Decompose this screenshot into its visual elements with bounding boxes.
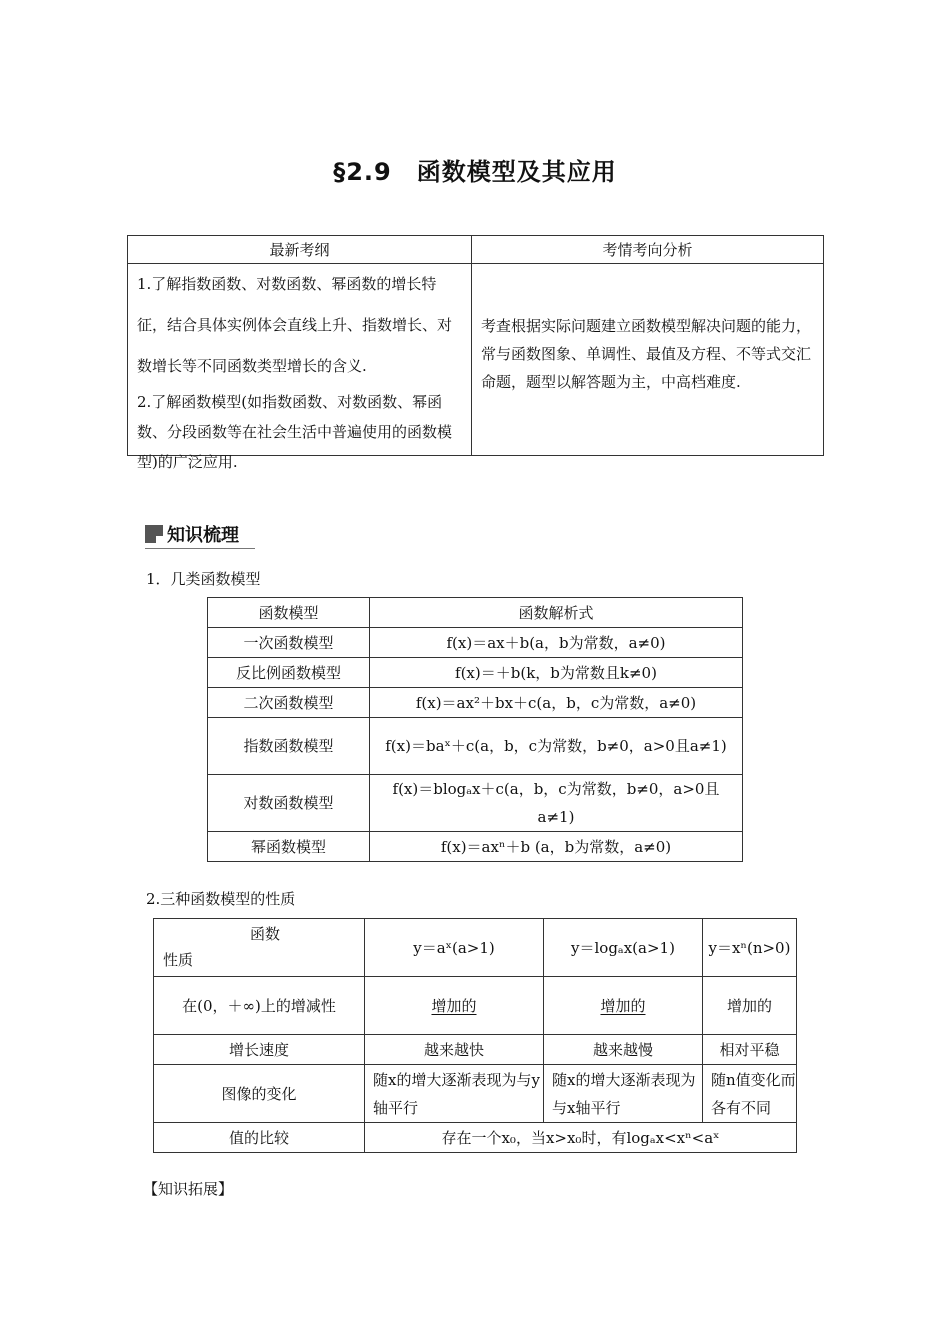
cell-value: 相对平稳 — [703, 1035, 797, 1065]
col-logarithmic: y＝logₐx(a>1) — [544, 919, 703, 977]
page-title: §2.9 函数模型及其应用 — [333, 158, 617, 186]
cell-value: 随x的增大逐渐表现为与x轴平行 — [544, 1065, 703, 1123]
overview-right-cell — [472, 264, 824, 456]
overview-left-p1: 1.了解指数函数、对数函数、幂函数的增长特征，结合具体实例体会直线上升、指数增长、对数增长等不同函数类型增长的含义. — [137, 275, 453, 375]
corner-cell — [154, 919, 365, 977]
models-table — [207, 597, 743, 862]
cell-value: 增加的 — [544, 977, 703, 1035]
model-name: 指数函数模型 — [208, 718, 370, 775]
cell-value: 随n值变化而各有不同 — [703, 1065, 797, 1123]
corner-top-label: 函数 — [250, 924, 281, 943]
table-row — [208, 658, 743, 688]
model-name: 二次函数模型 — [208, 688, 370, 718]
knowledge-expand-heading: 【知识拓展】 — [143, 1180, 234, 1198]
table-row — [154, 1035, 797, 1065]
table-row — [154, 1123, 797, 1153]
model-formula: f(x)＝axⁿ＋b (a，b为常数，a≠0) — [370, 832, 743, 862]
models-header-formula: 函数解析式 — [370, 598, 743, 628]
section-square-icon — [145, 525, 163, 543]
model-name: 幂函数模型 — [208, 832, 370, 862]
cell-compare: 存在一个x₀，当x>x₀时，有logₐx<xⁿ<aˣ — [365, 1123, 797, 1153]
cell-value: 随x的增大逐渐表现为与y轴平行 — [365, 1065, 544, 1123]
table-row — [154, 977, 797, 1035]
table-row — [208, 628, 743, 658]
cell-value: 增加的 — [703, 977, 797, 1035]
subheading-properties: 2.三种函数模型的性质 — [146, 890, 296, 908]
properties-table — [153, 918, 797, 1153]
col-power: y＝xⁿ(n>0) — [703, 919, 797, 977]
overview-table — [127, 235, 824, 471]
model-name: 一次函数模型 — [208, 628, 370, 658]
model-formula: f(x)＝＋b(k，b为常数且k≠0) — [370, 658, 743, 688]
table-row — [154, 1065, 797, 1123]
cell-value: 越来越慢 — [544, 1035, 703, 1065]
overview-right-text: 考查根据实际问题建立函数模型解决问题的能力，常与函数图象、单调性、最值及方程、不等式交汇命题，题型以解答题为主，中高档难度. — [481, 317, 812, 391]
model-formula: f(x)＝blogₐx＋c(a，b，c为常数，b≠0，a>0且a≠1) — [370, 775, 743, 832]
model-name: 对数函数模型 — [208, 775, 370, 832]
models-header-name: 函数模型 — [208, 598, 370, 628]
model-formula: f(x)＝ax²＋bx＋c(a，b，c为常数，a≠0) — [370, 688, 743, 718]
overview-header-left: 最新考纲 — [128, 236, 472, 264]
model-formula: f(x)＝ax＋b(a，b为常数，a≠0) — [370, 628, 743, 658]
overview-left-p2: 2.了解函数模型(如指数函数、对数函数、幂函数、分段函数等在社会生活中普遍使用的函数模型)的广泛应用. — [137, 393, 453, 471]
section-underline — [145, 548, 255, 549]
table-row — [208, 688, 743, 718]
table-row — [208, 718, 743, 775]
corner-bottom-label: 性质 — [163, 950, 194, 969]
model-formula: f(x)＝baˣ＋c(a，b，c为常数，b≠0，a>0且a≠1) — [370, 718, 743, 775]
cell-value: 越来越快 — [365, 1035, 544, 1065]
section-header-label: 知识梳理 — [167, 525, 239, 546]
cell-value: 增加的 — [365, 977, 544, 1035]
section-header — [145, 521, 239, 547]
table-row — [208, 832, 743, 862]
row-label-monotonic: 在(0，＋∞)上的增减性 — [154, 977, 365, 1035]
row-label-graph: 图像的变化 — [154, 1065, 365, 1123]
subheading-models: 1．几类函数模型 — [146, 570, 261, 588]
col-exponential: y＝aˣ(a>1) — [365, 919, 544, 977]
row-label-compare: 值的比较 — [154, 1123, 365, 1153]
model-name: 反比例函数模型 — [208, 658, 370, 688]
overview-header-right: 考情考向分析 — [472, 236, 824, 264]
table-row — [208, 775, 743, 832]
row-label-speed: 增长速度 — [154, 1035, 365, 1065]
overview-left-cell — [128, 264, 472, 471]
